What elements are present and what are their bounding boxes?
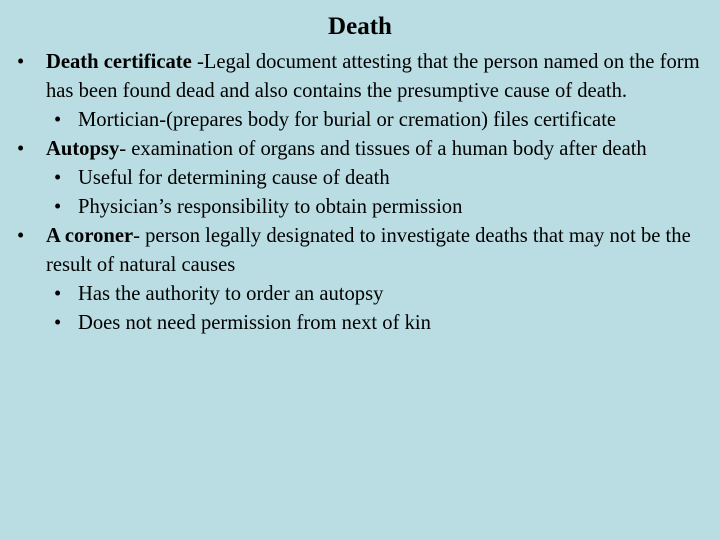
sub-bullet-mortician (0, 106, 720, 135)
bullet-list (0, 48, 720, 338)
sub-bullet-text: Mortician-(prepares body for burial or cremation) files certificate (78, 109, 617, 131)
bullet-icon: • (54, 109, 62, 131)
bullet-icon: • (54, 312, 62, 334)
slide-title-text: Death (328, 13, 392, 40)
sub-bullet-text: Does not need permission from next of kin (78, 312, 431, 334)
sub-bullet-authority (0, 280, 720, 309)
term-autopsy: Autopsy (46, 138, 120, 160)
bullet-icon: • (17, 138, 25, 160)
term-death-certificate: Death certificate (46, 51, 192, 73)
bullet-item-coroner (0, 222, 720, 280)
slide-title (0, 10, 720, 44)
sub-bullet-text: Physician’s responsibility to obtain permission (78, 196, 463, 218)
bullet-icon: • (17, 225, 25, 247)
sub-bullet-text: Has the authority to order an autopsy (78, 283, 384, 305)
bullet-icon: • (54, 167, 62, 189)
bullet-icon: • (17, 51, 25, 73)
bullet-item-death-certificate (0, 48, 720, 106)
bullet-icon: • (54, 196, 62, 218)
sub-bullet-permission (0, 309, 720, 338)
sub-bullet-physician (0, 193, 720, 222)
bullet-icon: • (54, 283, 62, 305)
term-coroner: A coroner (46, 225, 134, 247)
sub-bullet-text: Useful for determining cause of death (78, 167, 390, 189)
bullet-item-autopsy (0, 135, 720, 164)
definition-coroner: - person legally designated to investigate deaths that may not be the result of natural causes (46, 225, 691, 276)
sub-bullet-useful (0, 164, 720, 193)
definition-death-certificate: -Legal document attesting that the person named on the form has been found dead and also contains the presumptive cause of death. (46, 51, 700, 102)
definition-autopsy: - examination of organs and tissues of a human body after death (119, 138, 647, 160)
